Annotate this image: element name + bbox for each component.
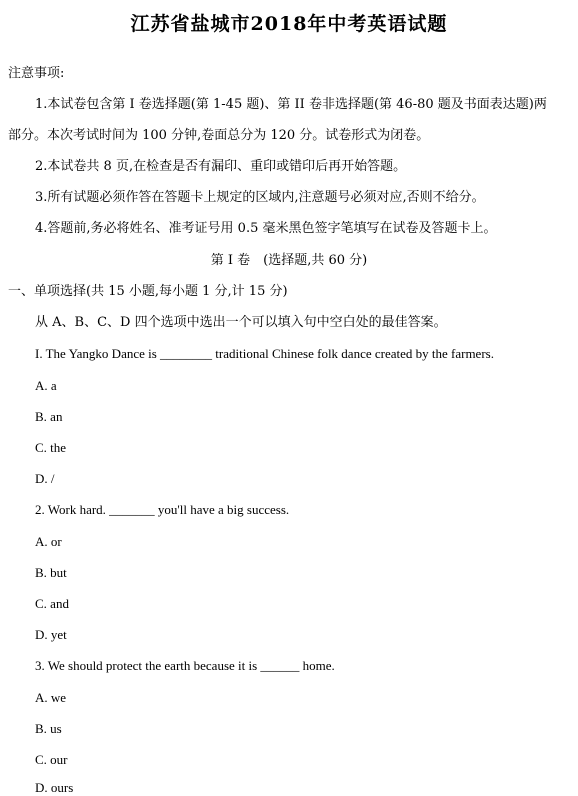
question-1-option-b: B. an: [35, 409, 63, 424]
part-one-heading: 第 I 卷 (选择题,共 60 分): [210, 253, 368, 268]
question-3-option-b: B. us: [35, 721, 62, 736]
section-one-heading: 一、单项选择(共 15 小题,每小题 1 分,计 15 分): [8, 284, 288, 299]
note-item-1-line-2: 部分。本次考试时间为 100 分钟,卷面总分为 120 分。试卷形式为闭卷。: [8, 128, 430, 143]
question-1-option-c: C. the: [35, 440, 67, 455]
question-2-option-b: B. but: [35, 565, 67, 580]
note-item-3: 3.所有试题必须作答在答题卡上规定的区域内,注意题号必须对应,否则不给分。: [35, 190, 485, 205]
question-3-stem: 3. We should protect the earth because it is ______ home.: [35, 658, 335, 673]
question-3-option-c: C. our: [35, 752, 68, 767]
question-3-option-a: A. we: [35, 690, 67, 705]
question-2-option-c: C. and: [35, 596, 69, 611]
note-item-1-line-1: 1.本试卷包含第 I 卷选择题(第 1-45 题)、第 II 卷非选择题(第 46-80 题及书面表达题)两: [35, 97, 547, 112]
section-one-instruction: 从 A、B、C、D 四个选项中选出一个可以填入句中空白处的最佳答案。: [35, 315, 447, 330]
question-1-option-d: D. /: [35, 471, 55, 486]
notes-heading: 注意事项:: [8, 66, 65, 81]
question-2-option-d: D. yet: [35, 627, 67, 642]
exam-title: 江苏省盐城市2018年中考英语试题: [130, 13, 448, 35]
note-item-4: 4.答题前,务必将姓名、准考证号用 0.5 毫米黑色签字笔填写在试卷及答题卡上。: [35, 221, 497, 236]
question-2-option-a: A. or: [35, 534, 62, 549]
question-2-stem: 2. Work hard. _______ you'll have a big success.: [35, 502, 290, 517]
question-1-stem: I. The Yangko Dance is ________ traditional Chinese folk dance created by the farmers.: [35, 346, 494, 361]
note-item-2: 2.本试卷共 8 页,在检查是否有漏印、重印或错印后再开始答题。: [35, 159, 407, 174]
question-1-option-a: A. a: [35, 378, 57, 393]
question-3-option-d: D. ours: [35, 780, 74, 795]
